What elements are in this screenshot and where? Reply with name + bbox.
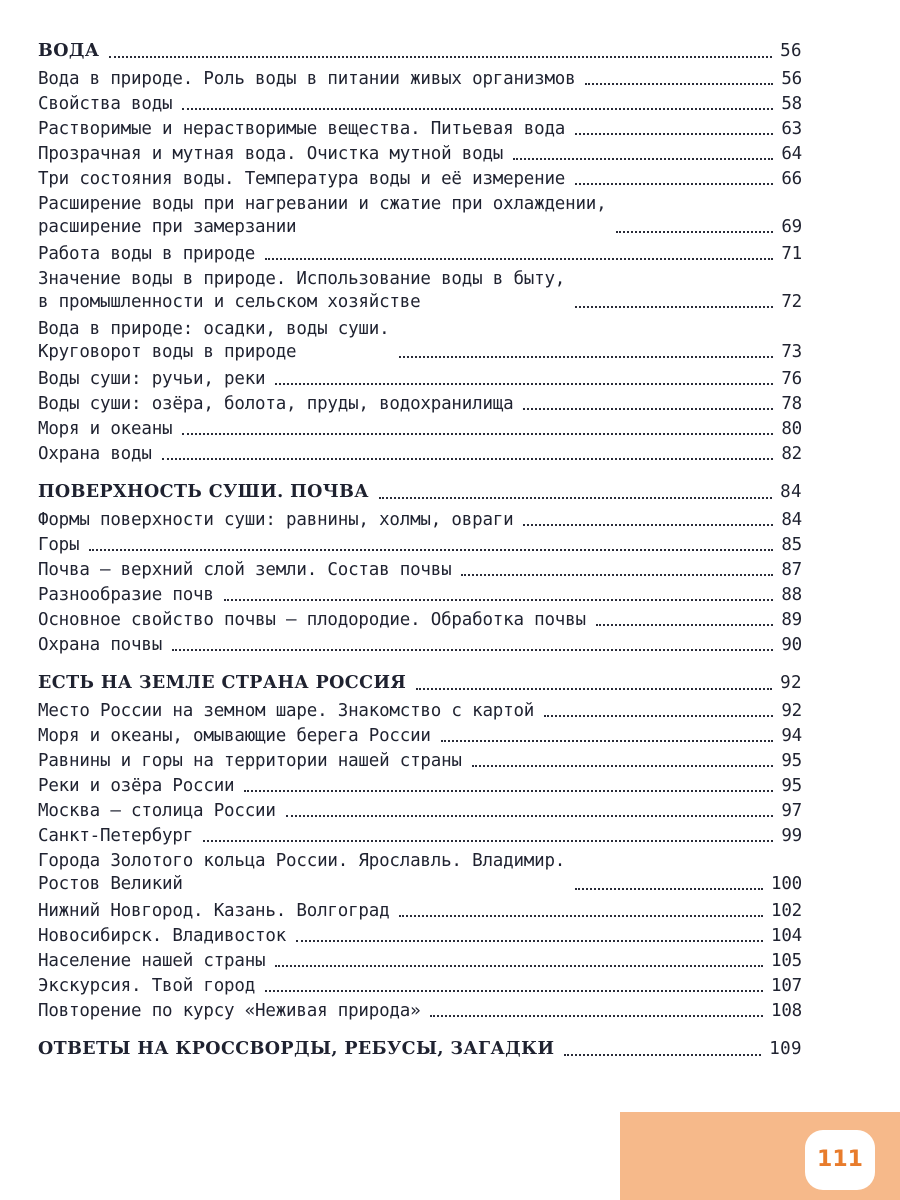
toc-entry [38,775,802,798]
toc-entry-title: Санкт-Петербург [38,826,194,846]
toc-entry-title: Работа воды в природе [38,244,256,264]
toc-section-heading [38,40,802,63]
dot-leader [182,108,773,110]
dot-leader [441,740,774,742]
dot-leader [575,888,763,890]
dot-leader [616,231,773,233]
toc-entry-title: ПОВЕРХНОСТЬ СУШИ. ПОЧВА [38,482,369,502]
toc-entry-title: Воды суши: ручьи, реки [38,369,266,389]
toc-entry-page: 104 [770,926,802,946]
toc-entry-page: 107 [770,976,802,996]
toc-entry [38,975,802,998]
dot-leader [416,688,772,690]
toc-entry-title: Почва — верхний слой земли. Состав почвы [38,560,452,580]
toc-entry [38,800,802,823]
dot-leader [224,599,774,601]
toc-entry-page: 84 [781,510,802,530]
toc-entry-title: Население нашей страны [38,951,266,971]
toc-entry [38,93,802,116]
dot-leader [275,965,763,967]
toc-entry-title: Растворимые и нерастворимые вещества. Питьевая вода [38,119,566,139]
toc-entry [38,609,802,632]
dot-leader [575,133,773,135]
dot-leader [275,383,773,385]
toc-entry [38,559,802,582]
toc-entry [38,950,802,973]
toc-entry-title: Воды суши: озёра, болота, пруды, водохранилища [38,394,514,414]
toc-entry-page: 82 [781,444,802,464]
toc-entry [38,725,802,748]
toc-entry-page: 78 [781,394,802,414]
toc-entry-title: Реки и озёра России [38,776,235,796]
toc-entry-page: 88 [781,585,802,605]
toc-entry-page: 84 [780,482,802,502]
toc-entry-title: Города Золотого кольца России. Ярославль. Владимир. Ростов Великий [38,851,566,894]
toc-entry-page: 92 [780,673,802,693]
toc-entry-page: 72 [781,292,802,312]
dot-leader [172,649,773,651]
toc-entry-title: Охрана воды [38,444,152,464]
page-number: 111 [805,1130,875,1190]
toc-entry [38,634,802,657]
dot-leader [399,915,763,917]
toc-entry [38,700,802,723]
dot-leader [544,715,773,717]
toc-section-heading [38,1038,802,1061]
toc-entry-page: 73 [781,342,802,362]
toc-entry-title: Моря и океаны, омывающие берега России [38,726,431,746]
table-of-contents [38,40,802,1066]
toc-entry [38,193,802,239]
toc-entry-page: 58 [781,94,802,114]
toc-entry [38,443,802,466]
toc-entry-title: Значение воды в природе. Использование воды в быту, в промышленности и сельском хозяйстве [38,269,566,312]
toc-entry-page: 95 [781,776,802,796]
toc-entry-title: Вода в природе. Роль воды в питании живых организмов [38,69,576,89]
dot-leader [430,1015,763,1017]
dot-leader [265,258,773,260]
dot-leader [286,815,774,817]
toc-entry-title: Расширение воды при нагревании и сжатие при охлаждении, расширение при замерзании [38,194,607,237]
toc-entry-page: 56 [781,69,802,89]
toc-entry-page: 105 [770,951,802,971]
toc-entry [38,900,802,923]
toc-entry-title: Равнины и горы на территории нашей страны [38,751,462,771]
toc-entry [38,584,802,607]
toc-entry-title: Формы поверхности суши: равнины, холмы, овраги [38,510,514,530]
toc-entry-page: 76 [781,369,802,389]
toc-entry-title: Нижний Новгород. Казань. Волгоград [38,901,390,921]
toc-entry-title: Три состояния воды. Температура воды и её измерение [38,169,566,189]
dot-leader [575,183,773,185]
toc-entry-page: 89 [781,610,802,630]
toc-entry-page: 99 [781,826,802,846]
dot-leader [182,433,773,435]
toc-entry-title: Охрана почвы [38,635,163,655]
toc-entry-title: Новосибирск. Владивосток [38,926,287,946]
dot-leader [575,306,773,308]
dot-leader [265,990,763,992]
toc-entry [38,168,802,191]
toc-entry [38,534,802,557]
toc-entry [38,850,802,896]
toc-entry-page: 102 [770,901,802,921]
toc-entry-title: Москва — столица России [38,801,276,821]
toc-entry-page: 97 [781,801,802,821]
dot-leader [296,940,763,942]
toc-entry-page: 63 [781,119,802,139]
toc-entry-page: 92 [781,701,802,721]
dot-leader [379,497,772,499]
toc-entry-page: 69 [781,217,802,237]
toc-entry [38,393,802,416]
toc-entry-title: Вода в природе: осадки, воды суши. Круговорот воды в природе [38,319,390,362]
toc-entry [38,509,802,532]
dot-leader [523,408,773,410]
toc-entry-page: 100 [770,874,802,894]
toc-entry [38,243,802,266]
toc-entry-page: 66 [781,169,802,189]
toc-entry-page: 71 [781,244,802,264]
dot-leader [513,158,773,160]
dot-leader [461,574,773,576]
toc-entry [38,368,802,391]
toc-entry-title: Место России на земном шаре. Знакомство с картой [38,701,535,721]
toc-entry-page: 87 [781,560,802,580]
toc-entry-page: 80 [781,419,802,439]
toc-section-heading [38,672,802,695]
toc-entry-title: Экскурсия. Твой город [38,976,256,996]
dot-leader [596,624,774,626]
toc-entry [38,825,802,848]
toc-entry [38,268,802,314]
toc-entry-page: 108 [770,1001,802,1021]
toc-entry-title: Разнообразие почв [38,585,214,605]
toc-entry-page: 90 [781,635,802,655]
toc-entry-page: 85 [781,535,802,555]
dot-leader [244,790,773,792]
toc-entry-title: ВОДА [38,41,100,61]
dot-leader [89,549,773,551]
toc-entry-title: Повторение по курсу «Неживая природа» [38,1001,421,1021]
toc-entry-page: 109 [769,1039,802,1059]
toc-entry-title: Горы [38,535,80,555]
toc-entry-title: Моря и океаны [38,419,173,439]
toc-entry [38,418,802,441]
toc-entry [38,1000,802,1023]
toc-entry [38,750,802,773]
dot-leader [162,458,774,460]
toc-entry [38,118,802,141]
dot-leader [399,356,773,358]
toc-entry [38,68,802,91]
toc-entry-page: 94 [781,726,802,746]
dot-leader [109,56,772,58]
dot-leader [523,524,773,526]
toc-entry [38,143,802,166]
toc-entry-page: 95 [781,751,802,771]
toc-entry-page: 64 [781,144,802,164]
toc-entry-title: ЕСТЬ НА ЗЕМЛЕ СТРАНА РОССИЯ [38,673,407,693]
toc-entry-title: Основное свойство почвы — плодородие. Обработка почвы [38,610,586,630]
toc-section-heading [38,481,802,504]
toc-entry-title: ОТВЕТЫ НА КРОССВОРДЫ, РЕБУСЫ, ЗАГАДКИ [38,1039,555,1059]
toc-entry [38,318,802,364]
dot-leader [564,1054,761,1056]
dot-leader [585,83,773,85]
dot-leader [203,840,773,842]
toc-entry-title: Прозрачная и мутная вода. Очистка мутной воды [38,144,504,164]
toc-entry-page: 56 [780,41,802,61]
toc-entry-title: Свойства воды [38,94,173,114]
dot-leader [472,765,774,767]
toc-entry [38,925,802,948]
